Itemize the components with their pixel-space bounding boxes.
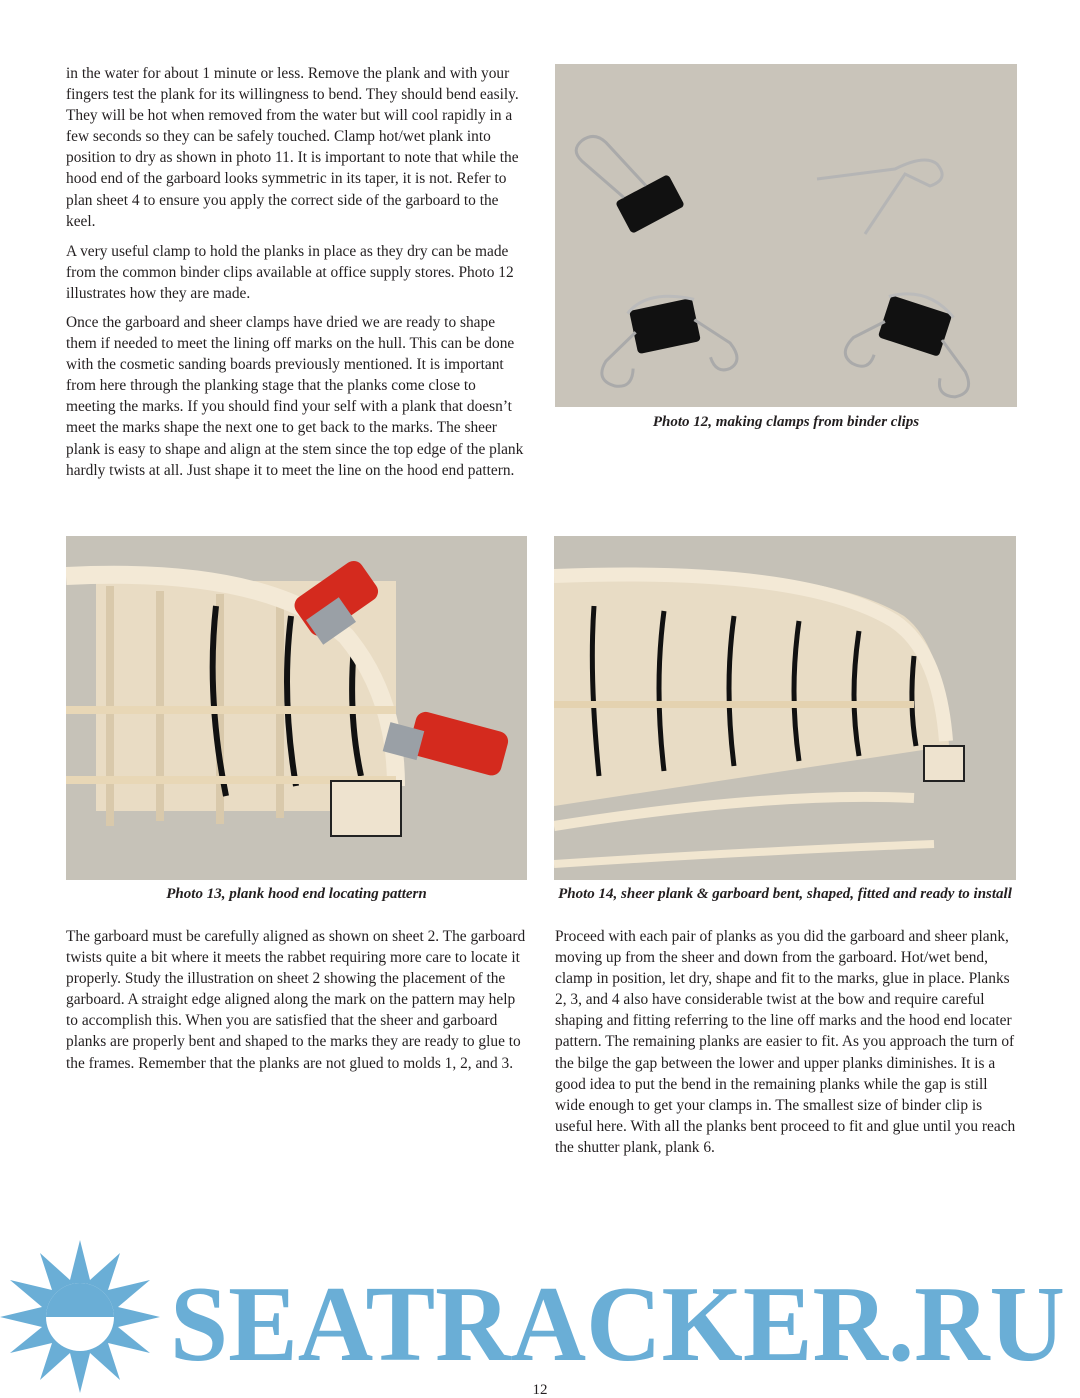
paragraph-binder-clips: A very useful clamp to hold the planks in place as they dry can be made from the common binder clips available at office supply stores. Photo 12 illustrates how they are made. xyxy=(66,243,514,303)
photo-12-binder-clips xyxy=(555,64,1017,407)
paragraph-remaining-planks: Proceed with each pair of planks as you did the garboard and sheer plank, moving up from the sheer and down from the garboard. Hot/wet bend, clamp in position, let dry, shape and fit to the marks, glue in place. Planks 2, 3, and 4 also have considerable twist at the bow and require careful shaping and fitting referring to the line off marks and the hood end locater pattern. The remaining planks are easier to fit. As you approach the turn of the bilge the gap between the lower and upper planks diminishes. It is a good idea to put the bend in the remaining planks while the gap is still wide enough to get your clamps in. The smallest size of binder clip is useful here. With all the planks bent proceed to fit and glue until you reach the shutter plank, plank 6. xyxy=(555,928,1016,1156)
sun-logo-icon xyxy=(0,1240,160,1393)
paragraph-shaping: Once the garboard and sheer clamps have dried we are ready to shape them if needed to meet the lining off marks on the hull. This can be done with the cosmetic sanding boards previously mentioned. It is important from here through the planking stage that the planks come close to meeting the marks. If you should find your self with a plank that doesn’t meet the marks shape the next one to get back to the marks. The sheer plank is easy to shape and align at the stem since the top edge of the plank hardly twists at all. Just shape it to meet the line on the hood end pattern. xyxy=(66,314,524,479)
photo-14-bent-planks xyxy=(554,536,1016,880)
watermark xyxy=(0,1235,1080,1397)
photo-13-hood-end-pattern xyxy=(66,536,527,880)
paragraph-intro: in the water for about 1 minute or less. Remove the plank and with your fingers test the plank for its willingness to bend. They should bend easily. They will be hot when removed from the water but will cool rapidly in a few seconds so they can be safely touched. Clamp hot/wet plank into position to dry as shown in photo 11. It is important to note that while the hood end of the garboard looks symmetric in its taper, it is not. Refer to plan sheet 4 to ensure you apply the correct side of the garboard to the keel. xyxy=(66,65,519,230)
caption-photo-14: Photo 14, sheer plank & garboard bent, shaped, fitted and ready to install xyxy=(558,886,1012,902)
watermark-text: SEATRACKER.RU xyxy=(170,1265,1065,1384)
paragraph-garboard-alignment: The garboard must be carefully aligned as shown on sheet 2. The garboard twists quite a bit where it meets the rabbet requiring more care to locate it properly. Study the illustration on sheet 2 showing the placement of the garboard. A straight edge aligned along the mark on the pattern may help to accomplish this. When you are satisfied that the sheer and garboard planks are properly bent and shaped to the marks they are ready to glue to the frames. Remember that the planks are not glued to molds 1, 2, and 3. xyxy=(66,928,526,1072)
caption-photo-12: Photo 12, making clamps from binder clips xyxy=(652,414,920,430)
page-number: 12 xyxy=(532,1382,548,1398)
caption-photo-13: Photo 13, plank hood end locating pattern xyxy=(166,886,427,902)
